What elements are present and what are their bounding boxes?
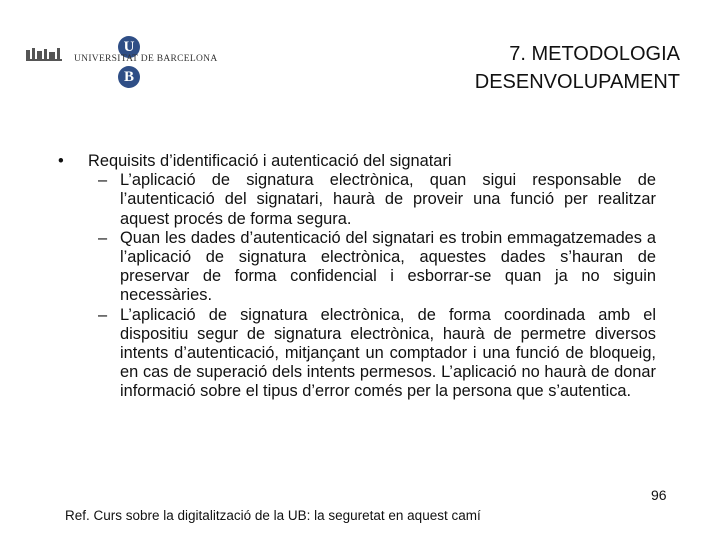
university-logo: [26, 36, 216, 92]
subitem-text: L’aplicació de signatura electrònica, de forma coordinada amb el dispositiu segur de signatura electrònica, haurà de permetre diversos intents d’autenticació, mitjançant un comptador i una funció de bloqueig, en cas de superació dels intents permesos. L’aplicació no haurà de donar informació sobre el tipus d’error comés per la persona que s’autentica.: [120, 305, 656, 401]
dash-marker: –: [98, 228, 108, 247]
bullet-marker: •: [58, 152, 64, 170]
title-line-2: DESENVOLUPAMENT: [474, 71, 680, 93]
subitem-1: [58, 171, 656, 229]
bullet-item: [58, 152, 656, 171]
logo-letter-b: B: [118, 66, 140, 88]
bullet-text: Requisits d’identificació i autenticació del signatari: [88, 152, 452, 170]
subitem-text: L’aplicació de signatura electrònica, quan sigui responsable de l’autenticació del signatari, haurà de proveir una funció per realitzar aquest procés de forma segura.: [120, 171, 656, 228]
slide-content: [58, 152, 656, 402]
subitem-2: [58, 229, 656, 306]
university-name: UNIVERSITAT DE BARCELONA: [74, 54, 218, 64]
dash-marker: –: [98, 171, 108, 190]
subitem-text: Quan les dades d’autenticació del signatari es trobin emmagatzemades a l’aplicació de signatura electrònica, aquestes dades s’hauran de preservar de forma confidencial i esborrar-se quan ja no siguin necessàries.: [120, 228, 656, 305]
slide-title: [475, 40, 680, 96]
page-number: 96: [651, 487, 667, 503]
subitem-3: [58, 306, 656, 402]
reference-footer: Ref. Curs sobre la digitalització de la UB: la seguretat en aquest camí: [65, 508, 481, 523]
title-line-1: 7. METODOLOGIA: [509, 43, 680, 65]
logo-letter-u: U: [118, 36, 140, 58]
dash-marker: –: [98, 305, 108, 324]
crest-icon: [26, 46, 66, 62]
